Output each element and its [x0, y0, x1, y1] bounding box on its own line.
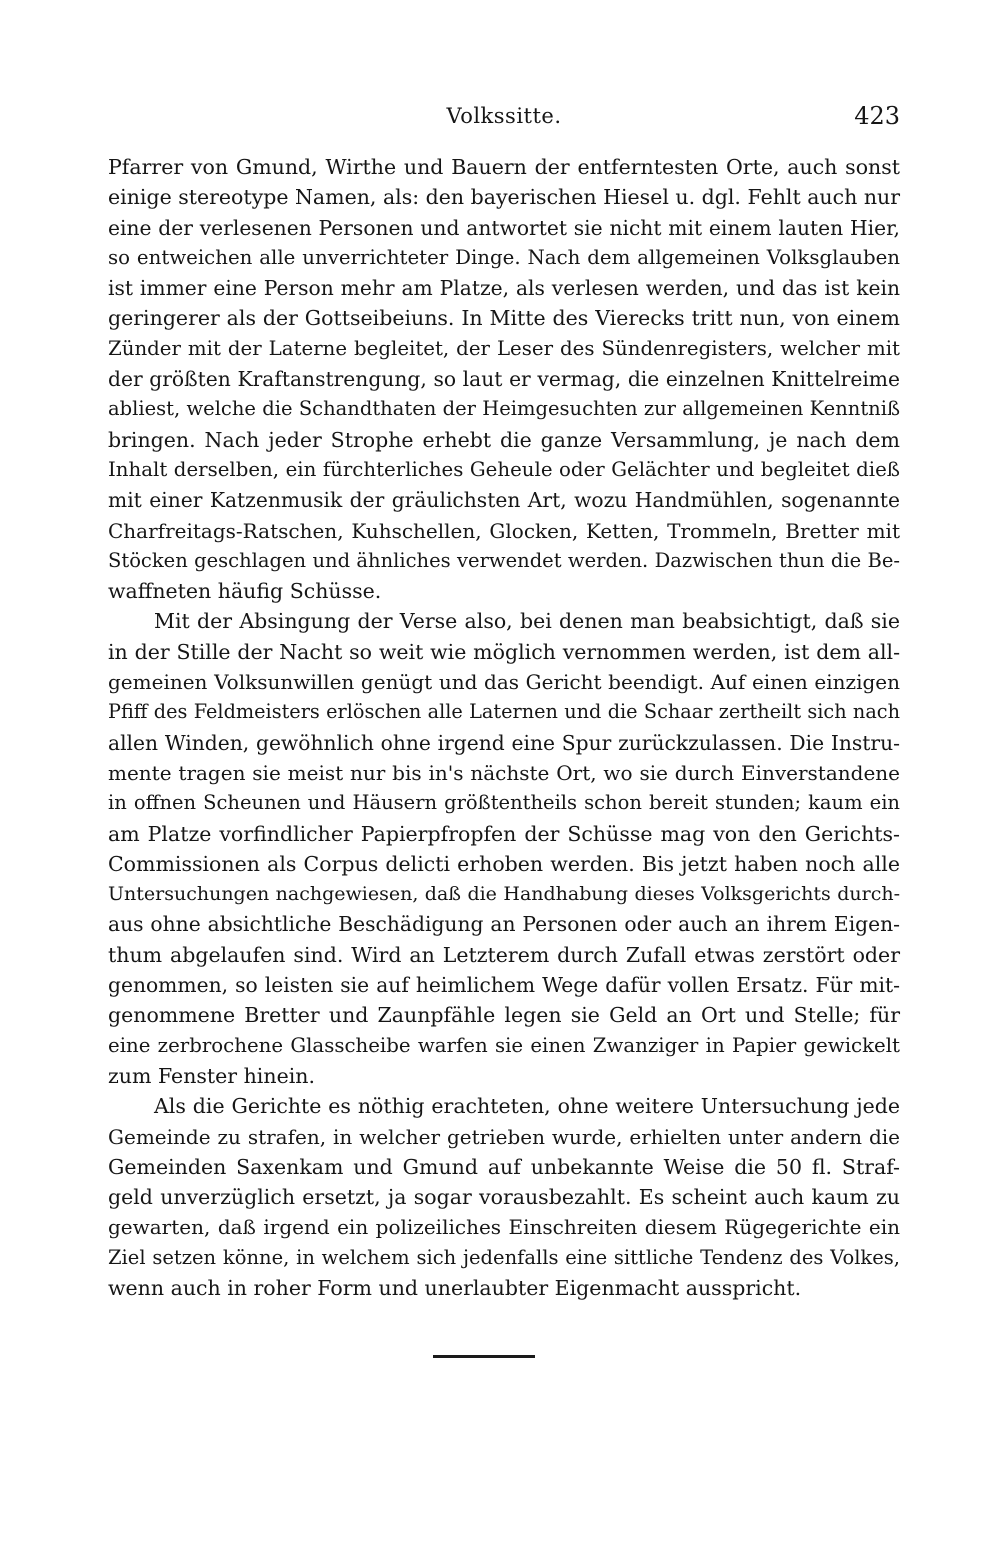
text-line: Gemeinden Saxenkam und Gmund auf unbekannte Weise die 50 fl. Straf-: [108, 1154, 900, 1179]
text-line: aus ohne absichtliche Beschädigung an Personen oder auch an ihrem Eigen-: [108, 912, 900, 937]
text-line: Charfreitags-Ratschen, Kuhschellen, Glocken, Ketten, Trommeln, Bretter mit: [108, 518, 900, 543]
paragraph-start-line: Als die Gerichte es nöthig erachteten, ohne weitere Untersuchung jede: [154, 1094, 900, 1119]
paragraph-end-line: zum Fenster hinein.: [108, 1063, 315, 1088]
text-line: Gemeinde zu strafen, in welcher getrieben wurde, erhielten unter andern die: [108, 1124, 900, 1149]
text-line: Pfiff des Feldmeisters erlöschen alle Laternen und die Schaar zertheilt sich nach: [108, 700, 900, 724]
text-line: geld unverzüglich ersetzt, ja sogar vorausbezahlt. Es scheint auch kaum zu: [108, 1185, 900, 1210]
text-line: abliest, welche die Schandthaten der Heimgesuchten zur allgemeinen Kenntniß: [108, 397, 900, 421]
text-line: Untersuchungen nachgewiesen, daß die Handhabung dieses Volksgerichts durch-: [108, 883, 900, 906]
text-line: in offnen Scheunen und Häusern größtentheils schon bereit stunden; kaum ein: [108, 791, 900, 815]
text-line: eine der verlesenen Personen und antwortet sie nicht mit einem lauten Hier,: [108, 215, 900, 240]
text-line: mente tragen sie meist nur bis in's nächste Ort, wo sie durch Einverstandene: [108, 760, 900, 785]
text-line: eine zerbrochene Glasscheibe warfen sie einen Zwanziger in Papier gewickelt: [108, 1033, 900, 1057]
body-text: [108, 152, 900, 1303]
running-head: [108, 104, 900, 138]
paragraph-end-line: waffneten häufig Schüsse.: [108, 579, 382, 604]
text-line: geringerer als der Gottseibeiuns. In Mitte des Vierecks tritt nun, von einem: [108, 306, 900, 331]
paragraph-start-line: Mit der Absingung der Verse also, bei denen man beabsichtigt, daß sie: [154, 609, 900, 634]
text-line: so entweichen alle unverrichteter Dinge. Nach dem allgemeinen Volksglauben: [108, 245, 900, 269]
text-line: in der Stille der Nacht so weit wie möglich vernommen werden, ist dem all-: [108, 639, 900, 664]
text-line: am Platze vorfindlicher Papierpfropfen der Schüsse mag von den Gerichts-: [108, 821, 900, 846]
text-line: thum abgelaufen sind. Wird an Letzterem durch Zufall etwas zerstört oder: [108, 942, 900, 967]
page-number: 423: [854, 102, 900, 130]
text-line: ist immer eine Person mehr am Platze, als verlesen werden, und das ist kein: [108, 276, 900, 301]
text-line: einige stereotype Namen, als: den bayerischen Hiesel u. dgl. Fehlt auch nur: [108, 185, 901, 210]
text-line: gemeinen Volksunwillen genügt und das Gericht beendigt. Auf einen einzigen: [108, 670, 900, 695]
text-line: gewarten, daß irgend ein polizeiliches Einschreiten diesem Rügegerichte ein: [108, 1215, 900, 1240]
text-line: Stöcken geschlagen und ähnliches verwendet werden. Dazwischen thun die Be-: [108, 548, 900, 572]
text-line: mit einer Katzenmusik der gräulichsten Art, wozu Handmühlen, sogenannte: [108, 488, 900, 513]
text-line: Ziel setzen könne, in welchem sich jedenfalls eine sittliche Tendenz des Volkes,: [108, 1245, 900, 1269]
text-line: Inhalt derselben, ein fürchterliches Geheule oder Gelächter und begleitet dieß: [108, 457, 900, 481]
text-line: Zünder mit der Laterne begleitet, der Leser des Sündenregisters, welcher mit: [108, 336, 900, 360]
text-line: genommene Bretter und Zaunpfähle legen sie Geld an Ort und Stelle; für: [108, 1003, 900, 1028]
paragraph-end-line: wenn auch in roher Form und unerlaubter Eigenmacht ausspricht.: [108, 1275, 802, 1300]
text-line: Pfarrer von Gmund, Wirthe und Bauern der entferntesten Orte, auch sonst: [108, 155, 900, 179]
text-line: Commissionen als Corpus delicti erhoben werden. Bis jetzt haben noch alle: [108, 851, 900, 876]
text-line: allen Winden, gewöhnlich ohne irgend eine Spur zurückzulassen. Die Instru-: [108, 730, 900, 755]
text-line: bringen. Nach jeder Strophe erhebt die ganze Versammlung, je nach dem: [108, 427, 900, 452]
section-end-rule: [433, 1355, 535, 1358]
text-line: der größten Kraftanstrengung, so laut er vermag, die einzelnen Knittelreime: [108, 367, 900, 392]
running-title: Volkssitte.: [446, 104, 562, 128]
text-line: genommen, so leisten sie auf heimlichem Wege dafür vollen Ersatz. Für mit-: [108, 973, 900, 998]
